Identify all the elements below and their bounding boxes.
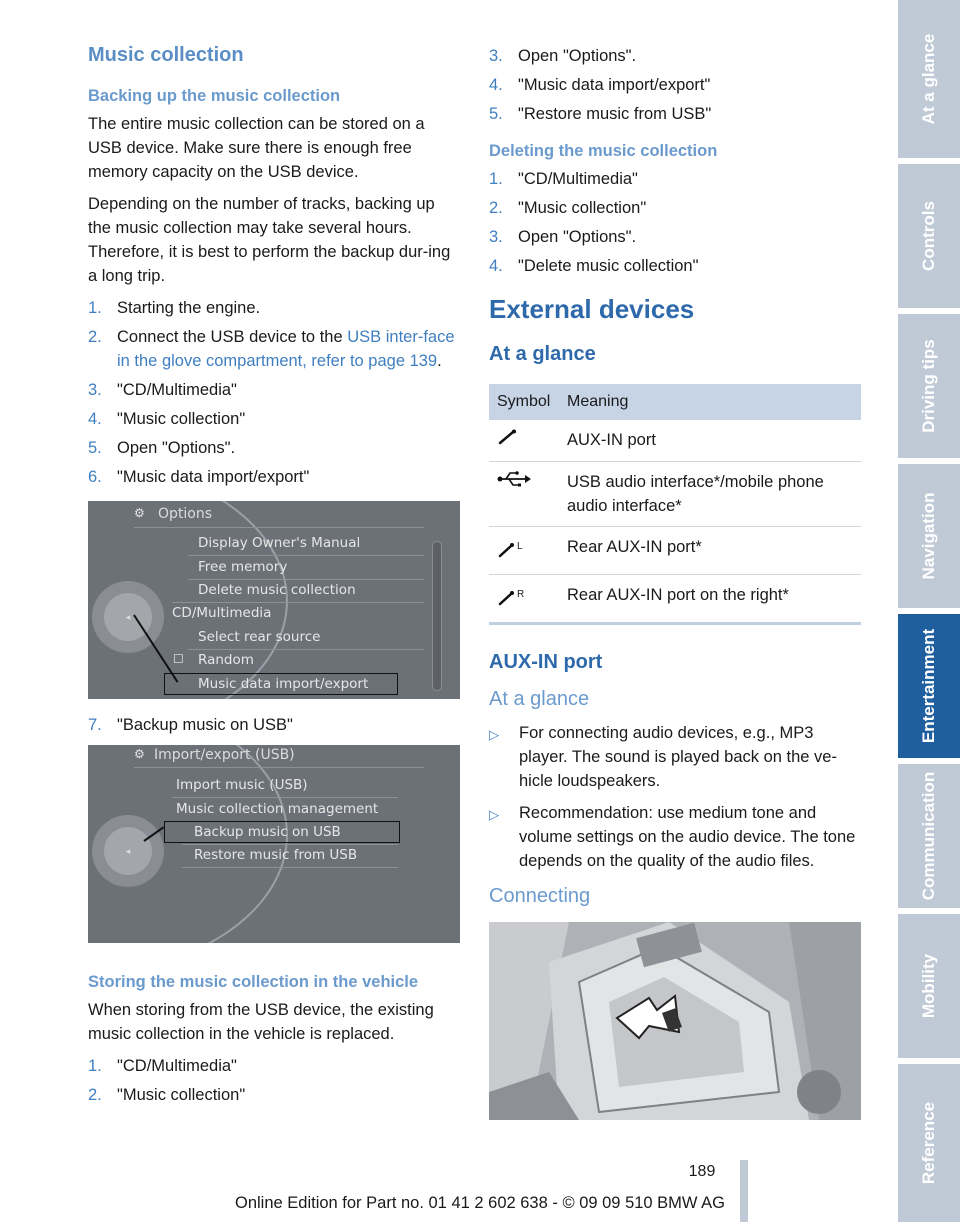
chapter-tabs bbox=[898, 0, 960, 1222]
tab-driving-tips[interactable]: Driving tips bbox=[898, 314, 960, 458]
tab-navigation[interactable]: Navigation bbox=[898, 464, 960, 608]
connecting-title: Connecting bbox=[489, 885, 591, 907]
meaning-cell: USB audio interface*/mobile phone audio interface* bbox=[567, 462, 861, 527]
store-heading: Storing the music collection in the vehicle bbox=[88, 973, 419, 991]
options-gear-icon: ⚙ bbox=[134, 747, 145, 761]
menu-item-selected: Music data import/export bbox=[198, 676, 369, 692]
list-item: 4. "Music collection" bbox=[88, 410, 246, 428]
list-item: 1. Starting the engine. bbox=[88, 299, 261, 317]
section-title: Music collection bbox=[88, 44, 244, 66]
menu-item: Delete music collection bbox=[198, 582, 356, 598]
list-item: 5. Open "Options". bbox=[88, 439, 236, 457]
options-gear-icon: ⚙ bbox=[134, 506, 145, 520]
list-item: 5. "Restore music from USB" bbox=[489, 105, 712, 123]
usb-interface-link[interactable]: USB inter‐face in the glove compartment, refer to page 139 bbox=[117, 328, 455, 370]
tab-controls[interactable]: Controls bbox=[898, 164, 960, 308]
table-row bbox=[489, 527, 861, 575]
divider bbox=[172, 602, 424, 603]
list-item: 1. "CD/Multimedia" bbox=[489, 170, 638, 188]
list-item: 7. "Backup music on USB" bbox=[88, 716, 293, 734]
spacer bbox=[88, 957, 462, 973]
table-row bbox=[489, 462, 861, 527]
bullet-triangle-icon: ▷ bbox=[489, 807, 499, 822]
table-row bbox=[489, 575, 861, 624]
backup-paragraph-2: Depending on the number of tracks, backing up the music collection may take several hours. Therefore, it is best to perform the backup dur‐ing a long trip. bbox=[88, 195, 451, 285]
left-column bbox=[88, 44, 462, 1115]
scroll-bar bbox=[432, 541, 442, 691]
bullet-triangle-icon: ▷ bbox=[489, 727, 499, 742]
page-number: 189 bbox=[688, 1163, 716, 1180]
controller-knob-center: ◂ bbox=[104, 593, 152, 641]
store-paragraph: When storing from the USB device, the existing music collection in the vehicle is replaced. bbox=[88, 1001, 434, 1043]
external-devices-title: External devices bbox=[489, 294, 695, 324]
center-console-photo bbox=[489, 922, 861, 1120]
footer-text: Online Edition for Part no. 01 41 2 602 638 - © 09 09 510 BMW AG bbox=[234, 1194, 726, 1212]
divider bbox=[188, 555, 424, 556]
menu-item-selected: Backup music on USB bbox=[194, 824, 341, 840]
menu-item: Random bbox=[198, 652, 254, 668]
right-column bbox=[489, 44, 861, 1120]
divider bbox=[188, 579, 424, 580]
menu-item: Music collection management bbox=[176, 801, 379, 817]
divider bbox=[172, 797, 398, 798]
list-item: 4. "Delete music collection" bbox=[489, 257, 699, 275]
menu-item: Import music (USB) bbox=[176, 777, 308, 793]
tab-reference[interactable]: Reference bbox=[898, 1064, 960, 1222]
backup-steps bbox=[88, 296, 462, 489]
checkbox-icon: ☐ bbox=[173, 652, 184, 666]
table-header-row bbox=[489, 384, 861, 420]
list-item: 3. Open "Options". bbox=[489, 228, 637, 246]
list-item: 4. "Music data import/export" bbox=[489, 76, 711, 94]
table-row bbox=[489, 420, 861, 462]
aux-in-bullets bbox=[489, 721, 861, 873]
list-item: ▷ Recommendation: use medium tone and volume settings on the audio device. The tone depends on the quality of the audio files. bbox=[489, 801, 861, 873]
meaning-cell: Rear AUX-IN port on the right* bbox=[567, 575, 861, 624]
list-item: 3. "CD/Multimedia" bbox=[88, 381, 237, 399]
step-7 bbox=[88, 713, 462, 737]
divider bbox=[182, 844, 398, 845]
list-item: 2. "Music collection" bbox=[489, 199, 647, 217]
column-header-symbol: Symbol bbox=[489, 384, 567, 420]
menu-item: Free memory bbox=[198, 559, 288, 575]
aux-in-icon bbox=[497, 428, 521, 446]
at-a-glance-title: At a glance bbox=[489, 343, 596, 365]
menu-item: Display Owner's Manual bbox=[198, 535, 361, 551]
menu-item: Select rear source bbox=[198, 629, 321, 645]
aux-in-rear-right-icon: R bbox=[497, 583, 524, 607]
backup-steps-continued bbox=[489, 44, 861, 126]
tab-entertainment[interactable]: Entertainment bbox=[898, 614, 960, 758]
screen-header: Options bbox=[158, 506, 213, 522]
import-export-screenshot bbox=[88, 745, 460, 943]
menu-item: Restore music from USB bbox=[194, 847, 358, 863]
delete-steps bbox=[489, 167, 861, 278]
aux-in-port-title: AUX-IN port bbox=[489, 651, 603, 673]
list-item: 2. "Music collection" bbox=[88, 1086, 246, 1104]
meaning-cell: Rear AUX-IN port* bbox=[567, 527, 861, 575]
tab-at-a-glance[interactable]: At a glance bbox=[898, 0, 960, 158]
backup-heading: Backing up the music collection bbox=[88, 87, 341, 105]
divider bbox=[134, 527, 424, 528]
divider bbox=[134, 767, 424, 768]
screen-header: Import/export (USB) bbox=[154, 747, 295, 763]
options-menu-screenshot bbox=[88, 501, 460, 699]
symbol-table bbox=[489, 384, 861, 625]
usb-icon bbox=[497, 470, 531, 488]
column-header-meaning: Meaning bbox=[567, 384, 861, 420]
controller-knob-center: ◂ bbox=[104, 827, 152, 875]
aux-in-rear-icon: L bbox=[497, 535, 523, 559]
tab-communication[interactable]: Communication bbox=[898, 764, 960, 908]
menu-subheader: CD/Multimedia bbox=[172, 605, 272, 621]
tab-mobility[interactable]: Mobility bbox=[898, 914, 960, 1058]
divider bbox=[188, 649, 424, 650]
backup-paragraph-1: The entire music collection can be stored on a USB device. Make sure there is enough free memory capacity on the USB device. bbox=[88, 115, 425, 181]
list-item: 1. "CD/Multimedia" bbox=[88, 1057, 237, 1075]
list-item: ▷ For connecting audio devices, e.g., MP3 player. The sound is played back on the ve‐hicle loudspeakers. bbox=[489, 721, 861, 793]
delete-heading: Deleting the music collection bbox=[489, 142, 718, 160]
divider bbox=[182, 867, 398, 868]
meaning-cell: AUX-IN port bbox=[567, 420, 861, 462]
list-item: 2. Connect the USB device to the USB inter‐face in the glove compartment, refer to page 139. bbox=[88, 328, 455, 370]
aux-in-glance-title: At a glance bbox=[489, 688, 590, 710]
list-item: 3. Open "Options". bbox=[489, 47, 637, 65]
list-item: 6. "Music data import/export" bbox=[88, 468, 310, 486]
store-steps bbox=[88, 1054, 462, 1107]
